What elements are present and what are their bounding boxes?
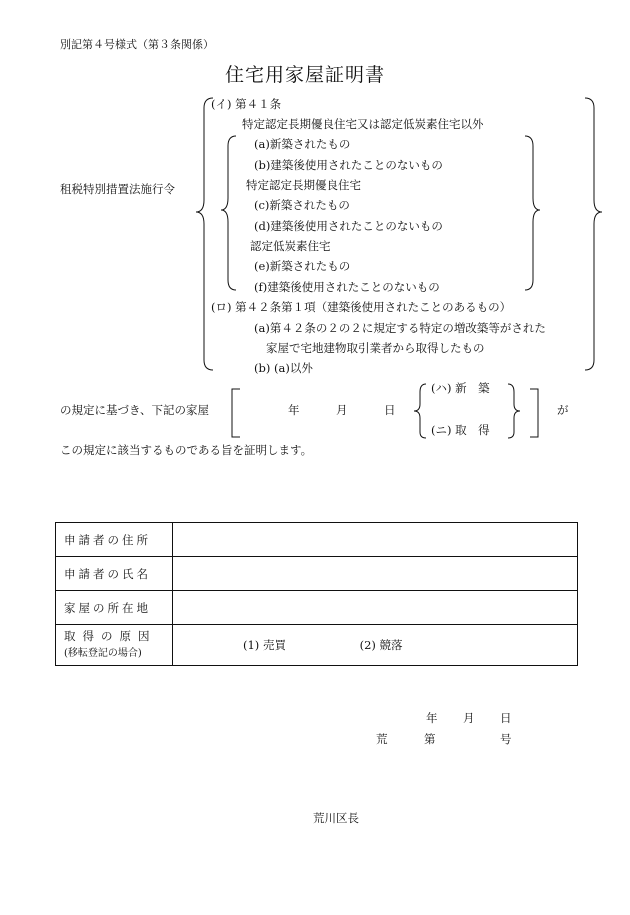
certify-text: この規定に該当するものである旨を証明します。: [60, 443, 313, 457]
cause-label-cell: [56, 625, 173, 666]
cause-sub-label: (移転登記の場合): [64, 648, 142, 659]
clause-i-sub3: 認定低炭素住宅: [250, 239, 331, 253]
option-auction[interactable]: (2) 競落: [359, 638, 403, 652]
clause-i-sub1: 特定認定長期優良住宅又は認定低炭素住宅以外: [242, 117, 484, 131]
cause-label: 取得の原因: [64, 629, 157, 643]
date-year: 年: [288, 403, 300, 417]
footer-year: 年: [426, 711, 438, 725]
option-sale[interactable]: (1) 売買: [243, 638, 286, 652]
clause-ro-a1: (a)第４２条の２の２に規定する特定の増改築等がされた: [254, 321, 546, 335]
name-label: 申請者の氏名: [56, 557, 173, 591]
clause-f: (f)建築後使用されたことのないもの: [254, 280, 440, 294]
location-field[interactable]: [173, 591, 578, 625]
clause-d: (d)建築後使用されたことのないもの: [254, 219, 443, 233]
form-number: 別記第４号様式（第３条関係）: [60, 38, 214, 51]
clause-e: (e)新築されたもの: [254, 259, 351, 273]
footer-go: 号: [500, 732, 512, 746]
clause-ro-b: (b) (a)以外: [254, 361, 313, 375]
table-row: [56, 557, 578, 591]
clause-c: (c)新築されたもの: [254, 198, 350, 212]
clause-i-sub2: 特定認定長期優良住宅: [246, 178, 361, 192]
clause-ro-a2: 家屋で宅地建物取引業者から取得したもの: [266, 341, 485, 355]
option-ha-new-build: (ハ) 新 築: [431, 381, 490, 395]
footer-ara: 荒: [376, 732, 388, 746]
clause-ro-head: (ロ) 第４２条第１項（建築後使用されたことのあるもの）: [211, 300, 512, 314]
cause-field[interactable]: [173, 625, 578, 666]
footer-month: 月: [463, 711, 475, 725]
footer-day: 日: [500, 711, 512, 725]
option-ni-acquire: (ニ) 取 得: [431, 423, 490, 437]
date-line-suffix: が: [557, 403, 569, 417]
name-field[interactable]: [173, 557, 578, 591]
date-day: 日: [384, 403, 396, 417]
table-row: [56, 591, 578, 625]
address-field[interactable]: [173, 523, 578, 557]
date-line-prefix: の規定に基づき、下記の家屋: [60, 403, 210, 417]
address-label: 申請者の住所: [56, 523, 173, 557]
issuer-name: 荒川区長: [313, 811, 359, 825]
page-title: 住宅用家屋証明書: [225, 64, 386, 86]
footer-dai: 第: [424, 732, 436, 746]
table-row: [56, 523, 578, 557]
date-month: 月: [336, 403, 348, 417]
clause-a: (a)新築されたもの: [254, 137, 351, 151]
location-label: 家屋の所在地: [56, 591, 173, 625]
law-name: 租税特別措置法施行令: [60, 182, 175, 196]
table-row: [56, 625, 578, 666]
clause-i-head: (イ) 第４１条: [211, 97, 282, 111]
clause-b: (b)建築後使用されたことのないもの: [254, 158, 443, 172]
applicant-table: [55, 522, 578, 666]
